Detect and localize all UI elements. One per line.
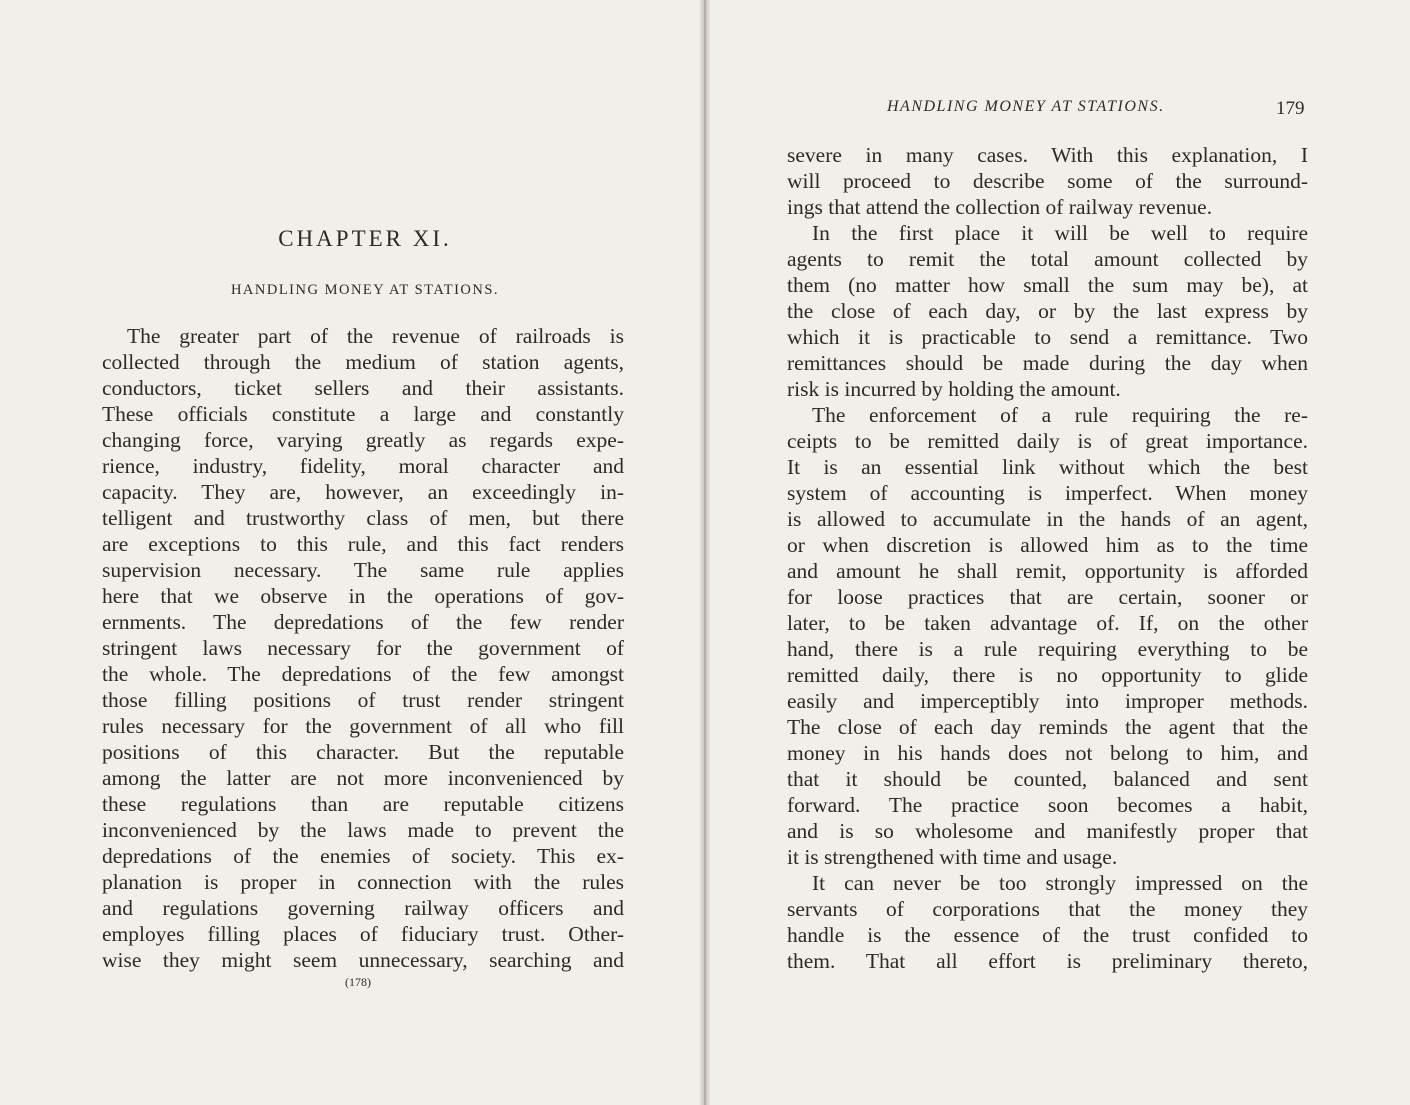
text-line: inconvenienced by the laws made to prevent the bbox=[102, 818, 624, 842]
text-line: positions of this character. But the reputable bbox=[102, 740, 624, 764]
text-line: rules necessary for the government of all who fill bbox=[102, 714, 624, 738]
text-line: remittances should be made during the day when bbox=[787, 351, 1308, 375]
text-line: The close of each day reminds the agent that the bbox=[787, 715, 1308, 739]
text-line: or when discretion is allowed him as to the time bbox=[787, 533, 1308, 557]
text-line: ernments. The depredations of the few render bbox=[102, 610, 624, 634]
text-line: agents to remit the total amount collected by bbox=[787, 247, 1308, 271]
chapter-title: CHAPTER XI. bbox=[278, 226, 452, 251]
text-line: them (no matter how small the sum may be), at bbox=[787, 273, 1308, 297]
text-line: severe in many cases. With this explanation, I bbox=[787, 143, 1308, 167]
text-line: that it should be counted, balanced and sent bbox=[787, 767, 1308, 791]
text-line: and is so wholesome and manifestly proper that bbox=[787, 819, 1308, 843]
page-number-left: (178) bbox=[345, 975, 371, 989]
text-line: here that we observe in the operations of gov- bbox=[102, 584, 624, 608]
text-line: it is strengthened with time and usage. bbox=[787, 845, 1118, 869]
text-line: and amount he shall remit, opportunity is afforded bbox=[787, 559, 1308, 583]
text-line: It can never be too strongly impressed on the bbox=[812, 871, 1308, 895]
text-line: for loose practices that are certain, sooner or bbox=[787, 585, 1308, 609]
text-line: planation is proper in connection with the rules bbox=[102, 870, 624, 894]
text-line: It is an essential link without which the best bbox=[787, 455, 1308, 479]
text-line: hand, there is a rule requiring everything to be bbox=[787, 637, 1308, 661]
book-gutter bbox=[700, 0, 710, 1105]
text-line: system of accounting is imperfect. When money bbox=[787, 481, 1308, 505]
text-line: stringent laws necessary for the government of bbox=[102, 636, 624, 660]
text-line: them. That all effort is preliminary thereto, bbox=[787, 949, 1308, 973]
chapter-subtitle: HANDLING MONEY AT STATIONS. bbox=[230, 282, 500, 298]
text-line: money in his hands does not belong to him, and bbox=[787, 741, 1308, 765]
text-line: the whole. The depredations of the few amongst bbox=[102, 662, 624, 686]
text-line: are exceptions to this rule, and this fact renders bbox=[102, 532, 624, 556]
text-line: changing force, varying greatly as regards expe- bbox=[102, 428, 624, 452]
text-line: easily and imperceptibly into improper methods. bbox=[787, 689, 1308, 713]
text-line: depredations of the enemies of society. This ex- bbox=[102, 844, 624, 868]
text-line: those filling positions of trust render stringent bbox=[102, 688, 624, 712]
text-line: wise they might seem unnecessary, searching and bbox=[102, 948, 624, 972]
text-line: handle is the essence of the trust confided to bbox=[787, 923, 1308, 947]
text-line: ings that attend the collection of railway revenue. bbox=[787, 195, 1213, 219]
text-line: These officials constitute a large and constantly bbox=[102, 402, 624, 426]
text-line: which it is practicable to send a remittance. Two bbox=[787, 325, 1308, 349]
text-line: The greater part of the revenue of railroads is bbox=[127, 324, 624, 348]
text-line: risk is incurred by holding the amount. bbox=[787, 377, 1121, 401]
text-line: In the first place it will be well to require bbox=[812, 221, 1308, 245]
text-line: ceipts to be remitted daily is of great importance. bbox=[787, 429, 1308, 453]
text-line: telligent and trustworthy class of men, but there bbox=[102, 506, 624, 530]
text-line: The enforcement of a rule requiring the re- bbox=[812, 403, 1308, 427]
text-line: supervision necessary. The same rule applies bbox=[102, 558, 624, 582]
text-line: rience, industry, fidelity, moral character and bbox=[102, 454, 624, 478]
text-line: these regulations than are reputable citizens bbox=[102, 792, 624, 816]
text-line: forward. The practice soon becomes a habit, bbox=[787, 793, 1308, 817]
text-line: servants of corporations that the money they bbox=[787, 897, 1308, 921]
text-line: employes filling places of fiduciary trust. Other- bbox=[102, 922, 624, 946]
text-line: and regulations governing railway officers and bbox=[102, 896, 624, 920]
text-line: capacity. They are, however, an exceedingly in- bbox=[102, 480, 624, 504]
text-line: will proceed to describe some of the surround- bbox=[787, 169, 1308, 193]
text-line: conductors, ticket sellers and their assistants. bbox=[102, 376, 624, 400]
text-line: remitted daily, there is no opportunity to glide bbox=[787, 663, 1308, 687]
text-line: is allowed to accumulate in the hands of an agent, bbox=[787, 507, 1308, 531]
text-line: later, to be taken advantage of. If, on the other bbox=[787, 611, 1308, 635]
running-head: HANDLING MONEY AT STATIONS. bbox=[887, 98, 1165, 115]
text-line: the close of each day, or by the last express by bbox=[787, 299, 1308, 323]
page-number-right: 179 bbox=[1276, 98, 1305, 119]
text-line: among the latter are not more inconvenienced by bbox=[102, 766, 624, 790]
text-line: collected through the medium of station agents, bbox=[102, 350, 624, 374]
